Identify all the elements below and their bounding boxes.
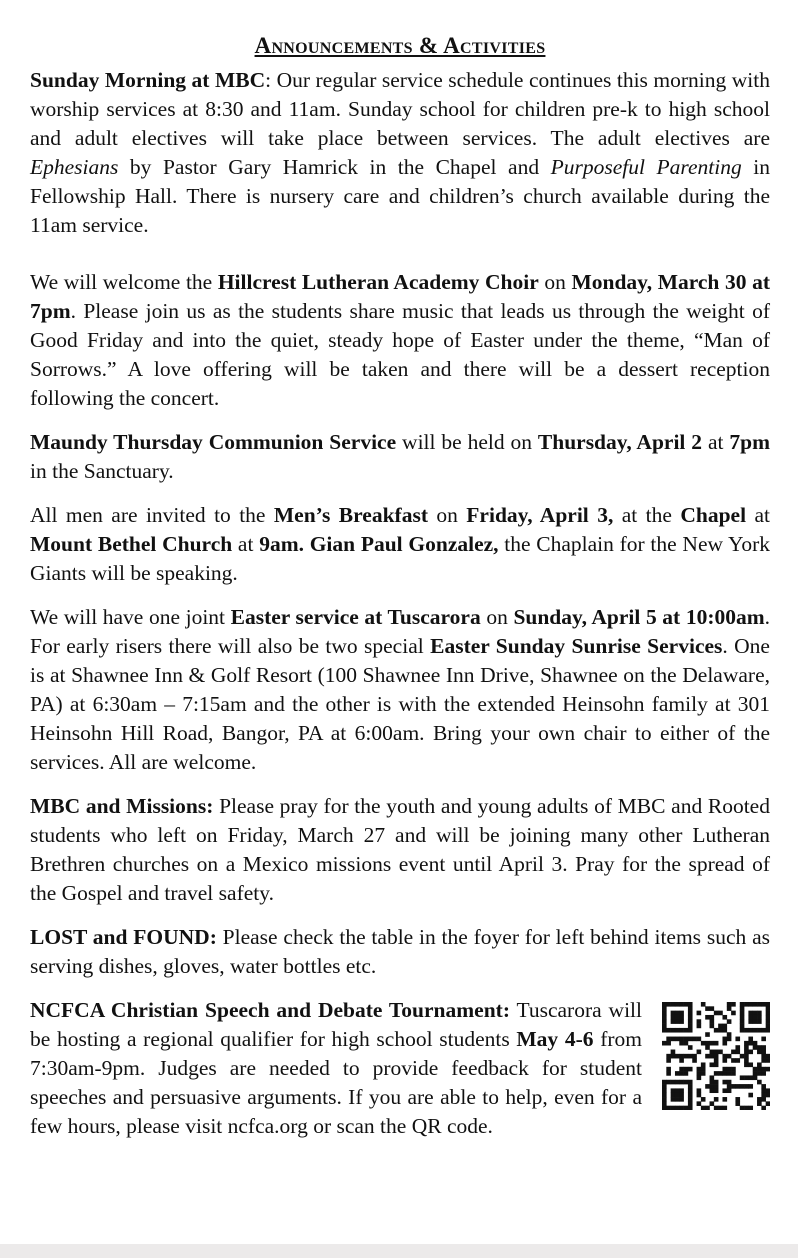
qr-module (688, 1045, 693, 1050)
qr-module (718, 1106, 723, 1110)
qr-module (701, 1041, 706, 1046)
page-bottom-edge (0, 1244, 798, 1258)
qr-module (692, 1037, 697, 1042)
qr-module (662, 1088, 667, 1093)
qr-module (740, 1024, 745, 1029)
qr-module (766, 1088, 770, 1093)
qr-module (666, 1080, 671, 1085)
qr-module (757, 1050, 762, 1055)
qr-module (675, 1088, 680, 1093)
qr-module (735, 1084, 740, 1089)
qr-module (731, 1011, 736, 1016)
qr-module (718, 1050, 723, 1055)
qr-module (705, 1054, 710, 1059)
qr-module (735, 1050, 740, 1055)
qr-module (718, 1071, 723, 1076)
qr-module (688, 1080, 693, 1085)
qr-module (684, 1067, 689, 1072)
qr-module (727, 1084, 732, 1089)
qr-module (666, 1071, 671, 1076)
qr-module (718, 1011, 723, 1016)
qr-module (684, 1002, 689, 1007)
qr-module (697, 1093, 702, 1098)
qr-module (671, 1106, 676, 1110)
qr-module (697, 1088, 702, 1093)
qr-module (662, 1080, 667, 1085)
qr-module (722, 1106, 727, 1110)
qr-module (740, 1006, 745, 1011)
qr-module (688, 1067, 693, 1072)
qr-code-icon[interactable] (662, 1002, 770, 1110)
qr-module (679, 1015, 684, 1020)
qr-module (731, 1058, 736, 1063)
qr-module (740, 1011, 745, 1016)
qr-module (675, 1002, 680, 1007)
qr-module (701, 1067, 706, 1072)
qr-module (688, 1002, 693, 1007)
qr-module (662, 1041, 667, 1046)
qr-module (671, 1028, 676, 1033)
qr-module (701, 1062, 706, 1067)
qr-module (757, 1019, 762, 1024)
qr-module (766, 1019, 770, 1024)
qr-module (757, 1097, 762, 1102)
qr-module (753, 1045, 758, 1050)
qr-module (761, 1071, 766, 1076)
qr-module (744, 1106, 749, 1110)
qr-module (671, 1054, 676, 1059)
qr-module (671, 1037, 676, 1042)
qr-module (679, 1011, 684, 1016)
qr-module (666, 1028, 671, 1033)
qr-module (662, 1024, 667, 1029)
qr-module (705, 1006, 710, 1011)
ncfca-paragraph: NCFCA Christian Speech and Debate Tournament: Tuscarora will be hosting a regional qualifier for high school students May 4-6 from 7:30am-9pm. Judges are needed to provide feedback for student speeches and persuasive arguments. If you are able to help, even for a few hours, please visit ncfca.org or scan the QR code. (30, 996, 770, 1141)
qr-module (722, 1097, 727, 1102)
qr-module (714, 1028, 719, 1033)
qr-module (710, 1050, 715, 1055)
qr-module (671, 1019, 676, 1024)
qr-module (735, 1045, 740, 1050)
qr-module (701, 1071, 706, 1076)
qr-module (748, 1062, 753, 1067)
qr-module (666, 1041, 671, 1046)
qr-module (697, 1071, 702, 1076)
qr-module (679, 1054, 684, 1059)
qr-module (697, 1019, 702, 1024)
qr-module (727, 1067, 732, 1072)
qr-module (697, 1067, 702, 1072)
qr-module (684, 1028, 689, 1033)
qr-module (761, 1093, 766, 1098)
qr-module (662, 1093, 667, 1098)
qr-module (748, 1019, 753, 1024)
qr-module (701, 1002, 706, 1007)
qr-module (710, 1024, 715, 1029)
qr-module (675, 1097, 680, 1102)
qr-module (697, 1050, 702, 1055)
qr-module (744, 1054, 749, 1059)
qr-module (761, 1088, 766, 1093)
qr-module (710, 1062, 715, 1067)
qr-module (722, 1037, 727, 1042)
qr-module (761, 1045, 766, 1050)
qr-module (666, 1002, 671, 1007)
qr-module (744, 1041, 749, 1046)
qr-module (740, 1028, 745, 1033)
qr-module (757, 1002, 762, 1007)
qr-module (735, 1101, 740, 1106)
qr-module (714, 1058, 719, 1063)
qr-module (722, 1088, 727, 1093)
qr-module (766, 1101, 770, 1106)
qr-module (662, 1097, 667, 1102)
qr-module (766, 1058, 770, 1063)
qr-module (662, 1002, 667, 1007)
qr-module (675, 1015, 680, 1020)
qr-module (705, 1106, 710, 1110)
qr-module (679, 1002, 684, 1007)
qr-module (753, 1002, 758, 1007)
qr-module (748, 1037, 753, 1042)
qr-module (688, 1019, 693, 1024)
qr-module (675, 1037, 680, 1042)
qr-module (688, 1101, 693, 1106)
qr-module (722, 1041, 727, 1046)
qr-module (697, 1075, 702, 1080)
qr-module (697, 1101, 702, 1106)
qr-module (714, 1054, 719, 1059)
qr-module (684, 1080, 689, 1085)
qr-module (662, 1106, 667, 1110)
qr-module (688, 1084, 693, 1089)
qr-module (679, 1041, 684, 1046)
qr-module (761, 1067, 766, 1072)
qr-module (744, 1002, 749, 1007)
qr-module (757, 1015, 762, 1020)
qr-module (710, 1084, 715, 1089)
qr-module (697, 1037, 702, 1042)
qr-module (697, 1011, 702, 1016)
qr-module (722, 1028, 727, 1033)
qr-module (675, 1106, 680, 1110)
qr-module (679, 1088, 684, 1093)
qr-module (714, 1041, 719, 1046)
qr-module (766, 1067, 770, 1072)
qr-module (740, 1084, 745, 1089)
qr-module (684, 1054, 689, 1059)
qr-module (727, 1032, 732, 1037)
choir-paragraph: We will welcome the Hillcrest Lutheran Academy Choir on Monday, March 30 at 7pm. Please join us as the students share music that leads us through the weight of Good Friday and into the quiet, steady hope of Easter under the theme, “Man of Sorrows.” A love offering will be taken and there will be a dessert reception following the concert. (30, 270, 770, 410)
qr-module (688, 1037, 693, 1042)
qr-module (753, 1075, 758, 1080)
qr-module (697, 1024, 702, 1029)
qr-module (688, 1011, 693, 1016)
qr-module (735, 1037, 740, 1042)
qr-module (688, 1093, 693, 1098)
qr-module (727, 1037, 732, 1042)
qr-module (722, 1058, 727, 1063)
qr-module (705, 1084, 710, 1089)
qr-module (714, 1088, 719, 1093)
qr-module (757, 1101, 762, 1106)
qr-module (757, 1080, 762, 1085)
qr-module (753, 1028, 758, 1033)
qr-module (675, 1093, 680, 1098)
qr-module (662, 1084, 667, 1089)
qr-module (671, 1088, 676, 1093)
qr-module (710, 1088, 715, 1093)
qr-module (714, 1071, 719, 1076)
qr-module (727, 1054, 732, 1059)
qr-module (705, 1045, 710, 1050)
qr-module (744, 1058, 749, 1063)
qr-module (675, 1011, 680, 1016)
qr-module (714, 1097, 719, 1102)
qr-module (679, 1093, 684, 1098)
qr-module (735, 1097, 740, 1102)
qr-module (740, 1054, 745, 1059)
qr-module (757, 1045, 762, 1050)
qr-module (761, 1050, 766, 1055)
lost-and-found-paragraph: LOST and FOUND: Please check the table in the foyer for left behind items such as serving dishes, gloves, water bottles etc. (30, 925, 770, 978)
qr-module (714, 1050, 719, 1055)
qr-module (748, 1093, 753, 1098)
qr-module (761, 1106, 766, 1110)
qr-module (731, 1050, 736, 1055)
qr-module (688, 1024, 693, 1029)
qr-module (722, 1054, 727, 1059)
qr-module (671, 1002, 676, 1007)
qr-module (679, 1067, 684, 1072)
qr-module (684, 1041, 689, 1046)
qr-module (757, 1071, 762, 1076)
qr-module (753, 1011, 758, 1016)
qr-module (766, 1054, 770, 1059)
qr-module (718, 1024, 723, 1029)
qr-module (671, 1050, 676, 1055)
qr-module (727, 1088, 732, 1093)
qr-module (740, 1015, 745, 1020)
qr-module (727, 1080, 732, 1085)
qr-module (692, 1058, 697, 1063)
qr-module (731, 1067, 736, 1072)
page-title: Announcements & Activities (254, 33, 546, 58)
qr-module (748, 1015, 753, 1020)
qr-module (753, 1015, 758, 1020)
sunday-morning-paragraph: Sunday Morning at MBC: Our regular service schedule continues this morning with worship services at 8:30 and 11am. Sunday school for children pre-k to high school and adult electives will take place between services. The adult electives are Ephesians by Pastor Gary Hamrick in the Chapel and Purposeful Parenting in Fellowship Hall. There is nursery care and children’s church available during the 11am service. (30, 68, 770, 237)
qr-module (761, 1058, 766, 1063)
qr-module (684, 1106, 689, 1110)
qr-module (761, 1054, 766, 1059)
qr-module (710, 1006, 715, 1011)
qr-module (761, 1002, 766, 1007)
qr-module (666, 1058, 671, 1063)
qr-module (766, 1093, 770, 1098)
qr-module (740, 1106, 745, 1110)
qr-module (761, 1028, 766, 1033)
qr-module (666, 1054, 671, 1059)
qr-module (748, 1002, 753, 1007)
qr-module (671, 1011, 676, 1016)
qr-module (679, 1106, 684, 1110)
qr-module (675, 1080, 680, 1085)
easter-service-paragraph: We will have one joint Easter service at Tuscarora on Sunday, April 5 at 10:00am. For early risers there will also be two special Easter Sunday Sunrise Services. One is at Shawnee Inn & Golf Resort (100 Shawnee Inn Drive, Shawnee on the Delaware, PA) at 6:30am – 7:15am and the other is with the extended Heinsohn family at 301 Heinsohn Hill Road, Bangor, PA at 6:00am. Bring your own chair to either of the services. All are welcome. (30, 605, 771, 774)
qr-module (714, 1011, 719, 1016)
qr-module (753, 1041, 758, 1046)
qr-module (748, 1106, 753, 1110)
qr-module (662, 1101, 667, 1106)
qr-module (744, 1028, 749, 1033)
qr-module (679, 1071, 684, 1076)
qr-module (662, 1006, 667, 1011)
qr-module (679, 1080, 684, 1085)
qr-module (748, 1028, 753, 1033)
qr-module (722, 1080, 727, 1085)
qr-module (679, 1097, 684, 1102)
qr-module (753, 1019, 758, 1024)
qr-module (675, 1019, 680, 1024)
qr-module (740, 1075, 745, 1080)
qr-module (675, 1028, 680, 1033)
qr-module (748, 1041, 753, 1046)
qr-module (744, 1062, 749, 1067)
qr-module (748, 1050, 753, 1055)
qr-module (748, 1011, 753, 1016)
qr-module (722, 1071, 727, 1076)
qr-module (671, 1097, 676, 1102)
qr-module (753, 1071, 758, 1076)
qr-module (675, 1054, 680, 1059)
qr-module (757, 1011, 762, 1016)
qr-module (748, 1084, 753, 1089)
qr-module (705, 1015, 710, 1020)
qr-module (679, 1058, 684, 1063)
qr-module (727, 1006, 732, 1011)
qr-module (766, 1015, 770, 1020)
qr-module (727, 1071, 732, 1076)
qr-module (731, 1071, 736, 1076)
qr-module (722, 1015, 727, 1020)
qr-module (666, 1106, 671, 1110)
qr-module (740, 1002, 745, 1007)
qr-module (714, 1080, 719, 1085)
qr-module (688, 1028, 693, 1033)
qr-module (766, 1011, 770, 1016)
qr-module (710, 1019, 715, 1024)
qr-module (727, 1002, 732, 1007)
qr-module (714, 1106, 719, 1110)
qr-module (662, 1011, 667, 1016)
qr-module (744, 1084, 749, 1089)
qr-module (757, 1067, 762, 1072)
qr-module (701, 1106, 706, 1110)
qr-module (740, 1019, 745, 1024)
qr-module (688, 1088, 693, 1093)
qr-module (666, 1037, 671, 1042)
qr-module (710, 1054, 715, 1059)
qr-module (701, 1097, 706, 1102)
qr-module (705, 1032, 710, 1037)
qr-module (692, 1054, 697, 1059)
qr-module (688, 1106, 693, 1110)
qr-module (688, 1097, 693, 1102)
qr-module (757, 1028, 762, 1033)
qr-module (710, 1041, 715, 1046)
qr-module (748, 1075, 753, 1080)
mens-breakfast-paragraph: All men are invited to the Men’s Breakfast on Friday, April 3, at the Chapel at Mount Bethel Church at 9am. Gian Paul Gonzalez, the Chaplain for the New York Giants will be speaking. (30, 503, 770, 585)
qr-module (761, 1084, 766, 1089)
qr-module (710, 1101, 715, 1106)
qr-module (679, 1028, 684, 1033)
qr-module (761, 1037, 766, 1042)
qr-module (688, 1054, 693, 1059)
qr-module (714, 1084, 719, 1089)
qr-module (662, 1019, 667, 1024)
qr-module (710, 1075, 715, 1080)
qr-module (761, 1097, 766, 1102)
qr-module (718, 1028, 723, 1033)
qr-module (671, 1093, 676, 1098)
qr-module (684, 1071, 689, 1076)
qr-module (714, 1062, 719, 1067)
qr-module (744, 1050, 749, 1055)
qr-module (744, 1075, 749, 1080)
qr-module (731, 1084, 736, 1089)
qr-module (675, 1071, 680, 1076)
qr-module (766, 1024, 770, 1029)
qr-module (688, 1015, 693, 1020)
qr-module (727, 1019, 732, 1024)
qr-module (731, 1002, 736, 1007)
qr-module (666, 1067, 671, 1072)
qr-module (705, 1041, 710, 1046)
qr-module (735, 1058, 740, 1063)
qr-module (744, 1045, 749, 1050)
qr-module (757, 1062, 762, 1067)
qr-module (722, 1024, 727, 1029)
missions-paragraph: MBC and Missions: Please pray for the youth and young adults of MBC and Rooted students who left on Friday, March 27 and will be joining many other Lutheran Brethren churches on a Mexico missions event until April 3. Pray for the spread of the Gospel and travel safety. (30, 794, 770, 905)
maundy-thursday-paragraph: Maundy Thursday Communion Service will be held on Thursday, April 2 at 7pm in the Sanctuary. (30, 430, 770, 483)
qr-module (753, 1067, 758, 1072)
qr-module (766, 1028, 770, 1033)
qr-module (766, 1006, 770, 1011)
qr-module (662, 1015, 667, 1020)
qr-module (722, 1067, 727, 1072)
qr-module (671, 1080, 676, 1085)
qr-module (671, 1015, 676, 1020)
qr-module (679, 1019, 684, 1024)
qr-module (662, 1028, 667, 1033)
qr-module (766, 1002, 770, 1007)
sunday-morning-heading: Sunday Morning at MBC (30, 68, 266, 92)
qr-module (710, 1015, 715, 1020)
qr-module (679, 1037, 684, 1042)
qr-module (688, 1006, 693, 1011)
qr-module (684, 1037, 689, 1042)
qr-module (710, 1080, 715, 1085)
